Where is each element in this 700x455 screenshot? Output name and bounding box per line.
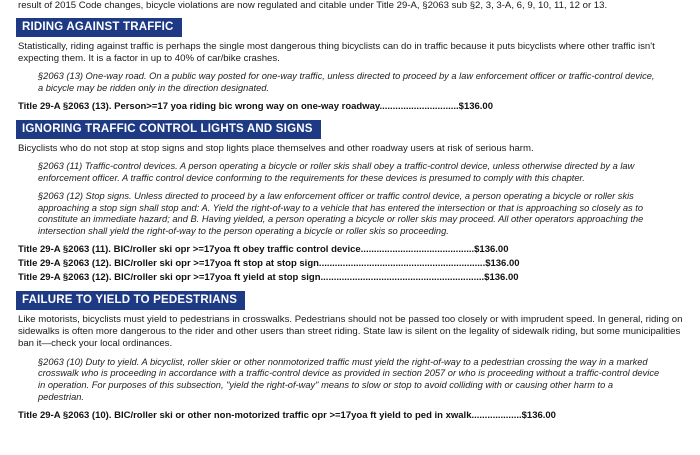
statute-text: §2063 (10) Duty to yield. A bicyclist, roller skier or other nonmotorized traffic must yield the right-of-way to a pedestrian crossing the way in a marked crosswalk who is proceeding in accordance with a traffic-control device as provided in section 2057 or who is proceeding without a traffic-control device in operation. For purposes of this subsection, "yield the right-of-way" means to slow or stop to avoid colliding with or causing other harm to a pedestrian. xyxy=(38,356,660,402)
fine-line: Title 29-A §2063 (11). BIC/roller ski opr >=17yoa ft obey traffic control device...........................................$136.00 xyxy=(18,243,509,255)
section-heading: IGNORING TRAFFIC CONTROL LIGHTS AND SIGNS xyxy=(16,120,321,139)
section-body: Bicyclists who do not stop at stop signs and stop lights place themselves and other roadway users at risk of serious harm. xyxy=(18,143,534,154)
fines-list xyxy=(18,410,690,422)
statute-text: §2063 (11) Traffic-control devices. A person operating a bicycle or roller skis shall obey a traffic-control device, unless otherwise directed by a law enforcement officer. A traffic control device conforming to the requirements for these devices is presumed to comply with this chapter. xyxy=(38,161,635,183)
fine-line: Title 29-A §2063 (12). BIC/roller ski opr >=17yoa ft yield at stop sign..............................................................$136.00 xyxy=(18,271,519,283)
statute-text: §2063 (12) Stop signs. Unless directed to proceed by a law enforcement officer or traffic control device, a person operating a bicycle or roller skis approaching a stop sign shall stop and: A. Yield the right-of-way to a vehicle that has entered the intersection or that is approaching so closely as to constitute an immediate hazard; and B. Having yielded, a person operating a bicycle or roller skis may proceed. All other operators approaching the intersection shall yield the right-of-way to the person operating a bicycle or roller skis so proceeding. xyxy=(38,190,644,237)
fines-list xyxy=(18,244,690,284)
section-riding-against-traffic xyxy=(18,15,690,113)
statute-text: §2063 (13) One-way road. On a public way posted for one-way traffic, unless directed to proceed by a law enforcement officer or traffic-control device, a bicycle may be ridden only in the direction designated. xyxy=(38,71,655,94)
section-heading: FAILURE TO YIELD TO PEDESTRIANS xyxy=(16,291,245,310)
section-heading: RIDING AGAINST TRAFFIC xyxy=(16,18,182,37)
fine-line: Title 29-A §2063 (13). Person>=17 yoa riding bic wrong way on one-way roadway..............................$136.00 xyxy=(18,101,493,112)
fine-line: Title 29-A §2063 (10). BIC/roller ski or other non-motorized traffic opr >=17yoa ft yield to ped in xwalk...................$136.00 xyxy=(18,409,556,421)
section-body: Statistically, riding against traffic is perhaps the single most dangerous thing bicyclists can do in traffic because it puts bicyclists where other traffic isn't expecting them. It is a factor in up to 40% of car/bike crashes. xyxy=(18,41,655,65)
section-ignoring-traffic-control xyxy=(18,117,690,284)
fine-line: Title 29-A §2063 (12). BIC/roller ski opr >=17yoa ft stop at stop sign...............................................................$136.00 xyxy=(18,257,520,269)
fines-list xyxy=(18,101,690,113)
intro-text: result of 2015 Code changes, bicycle violations are now regulated and citable under Title 29-A, §2063 sub §2, 3, 3-A, 6, 9, 10, 11, 12 or 13. xyxy=(18,0,608,11)
section-body: Like motorists, bicyclists must yield to pedestrians in crosswalks. Pedestrians should not be passed too closely or with imprudent speed. In general, riding on sidewalks is often more dangerous to the rider and other users than street riding. State law is silent on the legality of sidewalk riding, but some municipalities ban it—check your local ordinances. xyxy=(18,313,683,350)
section-failure-to-yield xyxy=(18,288,690,422)
